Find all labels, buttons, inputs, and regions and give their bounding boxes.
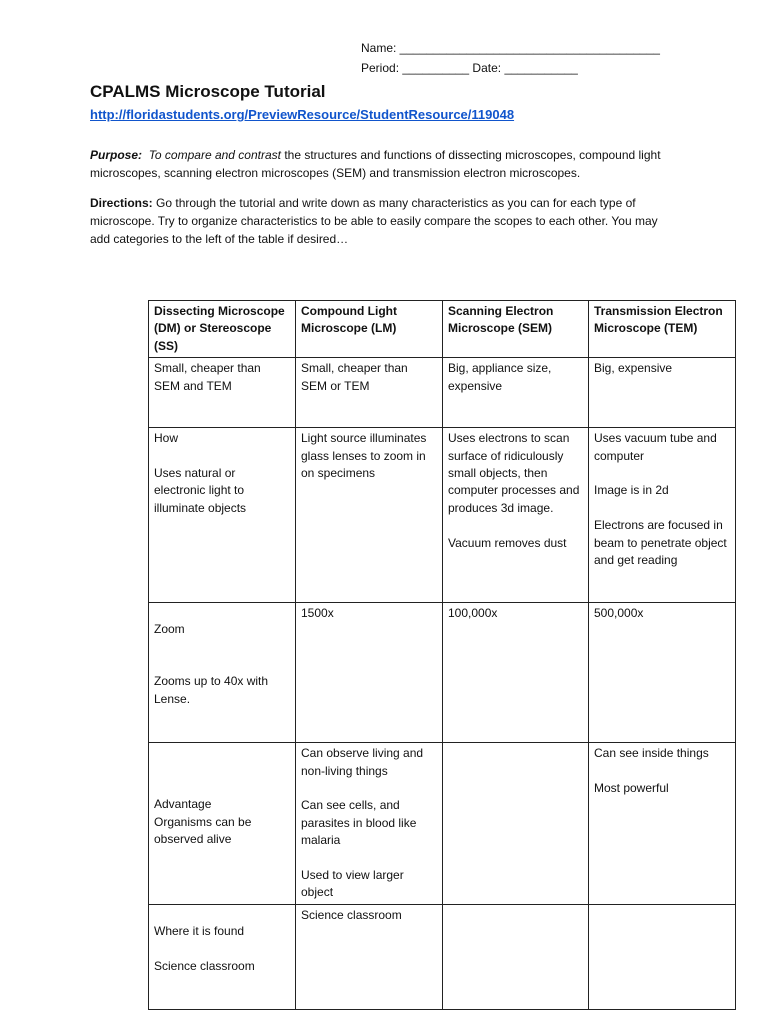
cell-paragraph: Big, appliance size, expensive	[448, 361, 552, 393]
table-cell	[149, 428, 296, 603]
cell-paragraph: Can observe living and non-living things	[301, 746, 424, 778]
cell-paragraph: Uses vacuum tube and computer	[594, 431, 717, 463]
table-cell	[589, 358, 736, 428]
cell-paragraph: How	[154, 431, 179, 446]
period-date-line: Period: __________ Date: ___________	[361, 61, 578, 75]
table-cell	[443, 743, 589, 905]
table-header-row	[149, 301, 736, 358]
table-cell	[443, 603, 589, 743]
cell-paragraph: Zoom	[154, 622, 185, 637]
cell-paragraph: Vacuum removes dust	[448, 535, 567, 550]
table-cell	[443, 428, 589, 603]
table-cell	[589, 428, 736, 603]
header-cell-compound: Compound Light Microscope (LM)	[296, 301, 443, 358]
purpose-text: the structures and functions of dissecting microscopes, compound light microscopes, scanning electron microscopes (SEM) and transmission electron microscopes.	[90, 148, 661, 180]
table-cell	[296, 358, 443, 428]
table-cell	[296, 603, 443, 743]
cell-paragraph: Image is in 2d	[594, 483, 669, 498]
header-cell-tem: Transmission Electron Microscope (TEM)	[589, 301, 736, 358]
directions-label: Directions:	[90, 196, 153, 210]
table-cell	[443, 358, 589, 428]
tutorial-link[interactable]: http://floridastudents.org/PreviewResource/StudentResource/119048	[90, 107, 515, 122]
cell-paragraph: 100,000x	[448, 606, 498, 621]
cell-paragraph: Advantage Organisms can be observed alive	[154, 797, 252, 847]
table-cell	[149, 743, 296, 905]
cell-paragraph: Used to view larger object	[301, 868, 404, 900]
cell-paragraph: Uses electrons to scan surface of ridiculously small objects, then computer processes and produces 3d image.	[448, 431, 580, 515]
table-cell	[589, 904, 736, 1009]
table-cell	[589, 743, 736, 905]
cell-paragraph: 500,000x	[594, 606, 644, 621]
table-cell	[443, 904, 589, 1009]
directions-paragraph	[90, 194, 680, 248]
purpose-paragraph	[90, 146, 680, 182]
name-field-line: Name: _______________________________________	[361, 41, 660, 55]
cell-paragraph: Uses natural or electronic light to illuminate objects	[154, 466, 247, 515]
cell-paragraph: Most powerful	[594, 781, 669, 796]
purpose-italic-lead: To compare and contrast	[148, 148, 281, 162]
table-row	[149, 358, 736, 428]
page-title: CPALMS Microscope Tutorial	[90, 82, 326, 101]
table-cell	[149, 358, 296, 428]
cell-paragraph: Electrons are focused in beam to penetrate object and get reading	[594, 518, 727, 568]
table-cell	[296, 904, 443, 1009]
cell-paragraph: Small, cheaper than SEM or TEM	[301, 361, 408, 393]
table-cell	[296, 743, 443, 905]
table-cell	[149, 904, 296, 1009]
cell-paragraph: Light source illuminates glass lenses to zoom in on specimens	[301, 431, 427, 481]
header-cell-dissecting: Dissecting Microscope (DM) or Stereoscope (SS)	[149, 301, 296, 358]
cell-paragraph: Science classroom	[154, 958, 255, 973]
cell-paragraph: 1500x	[301, 606, 334, 621]
directions-text: Go through the tutorial and write down as many characteristics as you can for each type of microscope. Try to organize characteristics to be able to easily compare the scopes to each other. You may add categories to the left of the table if desired…	[90, 196, 658, 246]
table-row	[149, 603, 736, 743]
cell-paragraph: Big, expensive	[594, 361, 673, 376]
purpose-label: Purpose:	[90, 148, 143, 162]
microscope-comparison-table	[148, 300, 736, 1010]
cell-paragraph: Can see cells, and parasites in blood like malaria	[301, 798, 417, 848]
cell-paragraph: Can see inside things	[594, 746, 709, 761]
table-row	[149, 743, 736, 905]
cell-paragraph: Where it is found	[154, 923, 245, 938]
cell-paragraph: Small, cheaper than SEM and TEM	[154, 361, 261, 393]
table-cell	[296, 428, 443, 603]
cell-paragraph: Zooms up to 40x with Lense.	[154, 674, 269, 706]
table-row	[149, 904, 736, 1009]
header-cell-sem: Scanning Electron Microscope (SEM)	[443, 301, 589, 358]
table-cell	[589, 603, 736, 743]
table-row	[149, 428, 736, 603]
table-cell	[149, 603, 296, 743]
cell-paragraph: Science classroom	[301, 907, 402, 922]
